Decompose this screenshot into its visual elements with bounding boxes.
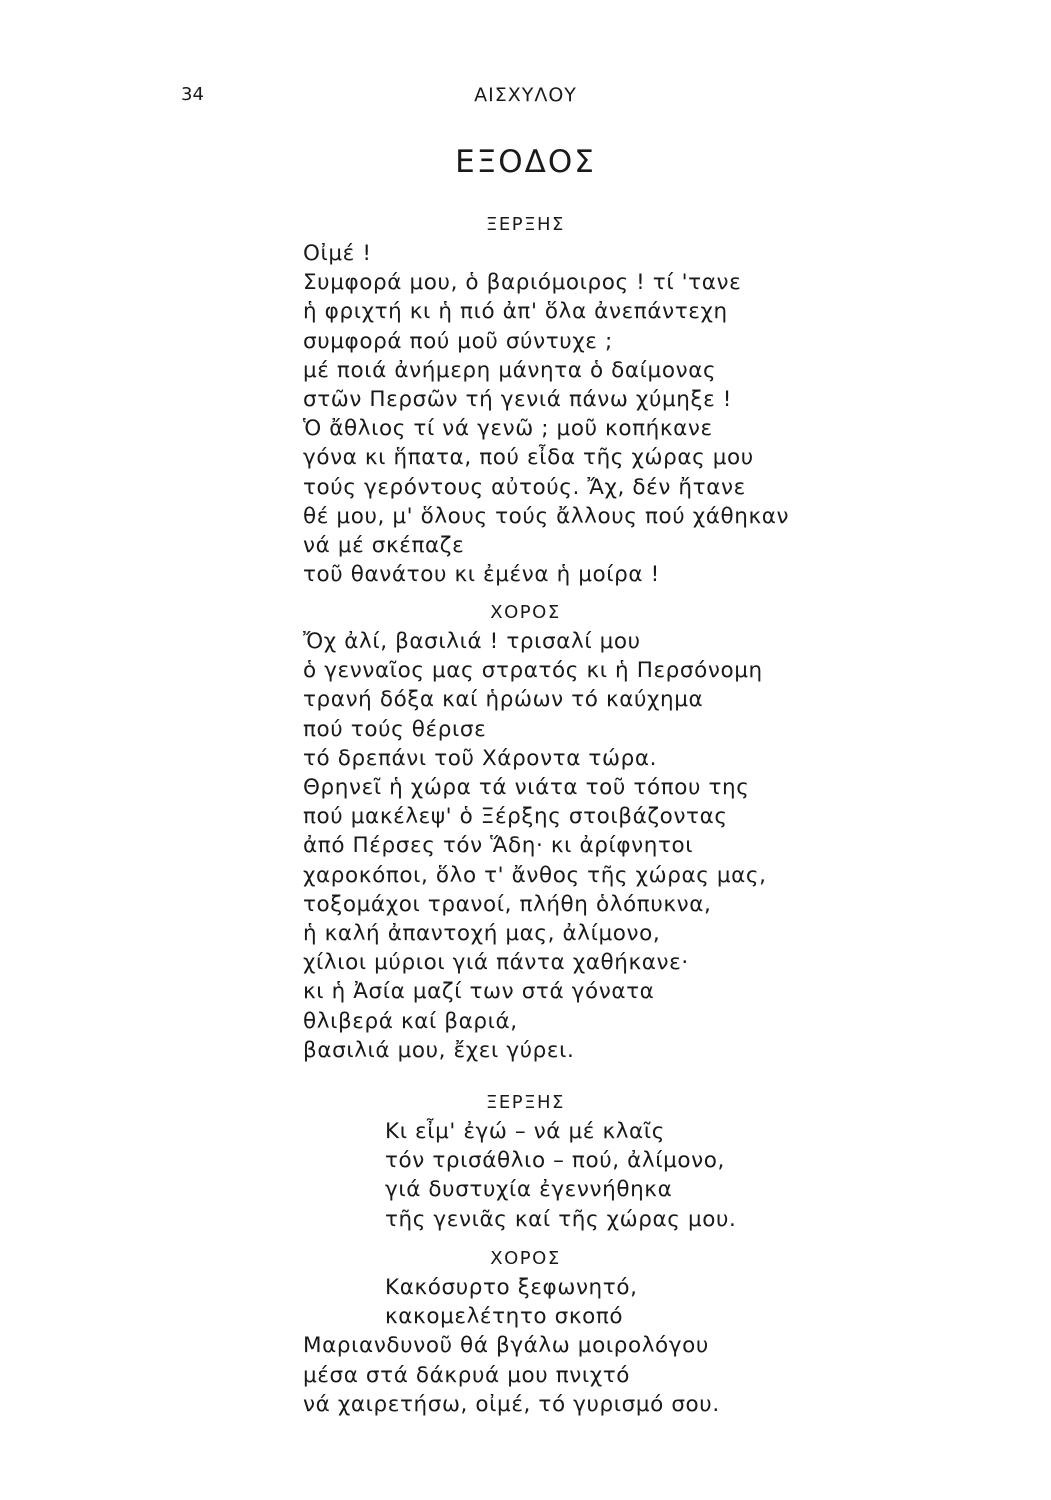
verse-line: τοξομάχοι τρανοί, πλήθη ὁλόπυκνα, xyxy=(303,891,712,917)
verse-line: τρανή δόξα καί ἡρώων τό καύχημα xyxy=(303,687,704,713)
verse-line: Μαριανδυνοῦ θά βγάλω μοιρολόγου xyxy=(303,1333,709,1359)
verse-line: τόν τρισάθλιο – πού, ἀλίμονο, xyxy=(385,1148,725,1174)
running-title: ΑΙΣΧΥΛΟΥ xyxy=(474,84,577,106)
verse-line: πού μακέλεψ' ὁ Ξέρξης στοιβάζοντας xyxy=(303,804,728,830)
verse-line: βασιλιά μου, ἔχει γύρει. xyxy=(303,1037,575,1063)
verse-line: χαροκόποι, ὅλο τ' ἄνθος τῆς χώρας μας, xyxy=(303,862,767,888)
verse-line: Κακόσυρτο ξεφωνητό, xyxy=(385,1275,638,1300)
verse-line: ὁ γενναῖος μας στρατός κι ἡ Περσόνομη xyxy=(303,658,763,684)
verse-line: θέ μου, μ' ὅλους τούς ἄλλους πού χάθηκαν xyxy=(303,503,790,529)
verse-line: ἡ καλή ἀπαντοχή μας, ἀλίμονο, xyxy=(303,921,661,946)
verse-line: νά μέ σκέπαζε xyxy=(303,533,465,558)
verse-line: στῶν Περσῶν τή γενιά πάνω χύμηξε ! xyxy=(303,387,732,412)
verse-line: κι ἡ Ἀσία μαζί των στά γόνατα xyxy=(303,979,655,1005)
verse-line: χίλιοι μύριοι γιά πάντα χαθήκανε· xyxy=(303,950,689,976)
verse-line: τούς γερόντους αὐτούς. Ἄχ, δέν ἤτανε xyxy=(303,474,746,500)
verse-line: τῆς γενιᾶς καί τῆς χώρας μου. xyxy=(385,1206,737,1232)
speaker-name: ΧΟΡΟΣ xyxy=(490,1248,561,1269)
verse-line: μέ ποιά ἀνήμερη μάνητα ὁ δαίμονας xyxy=(303,357,717,383)
verse-line: τό δρεπάνι τοῦ Χάροντα τώρα. xyxy=(303,745,658,771)
verse-line: πού τούς θέρισε xyxy=(303,716,487,742)
speaker-name: ΞΕΡΞΗΣ xyxy=(486,214,565,235)
verse-line: θλιβερά καί βαριά, xyxy=(303,1008,518,1034)
verse-line: Θρηνεῖ ἡ χώρα τά νιάτα τοῦ τόπου της xyxy=(303,775,750,800)
speaker-name: ΞΕΡΞΗΣ xyxy=(486,1092,565,1113)
verse-line: Συμφορά μου, ὁ βαριόμοιρος ! τί 'τανε xyxy=(303,270,742,296)
verse-line: τοῦ θανάτου κι ἐμένα ἡ μοίρα ! xyxy=(303,562,660,588)
verse-line: κακομελέτητο σκοπό xyxy=(385,1304,624,1330)
verse-line: Κι εἶμ' ἐγώ – νά μέ κλαῖς xyxy=(385,1119,665,1144)
verse-line: συμφορά πού μοῦ σύντυχε ; xyxy=(303,328,613,354)
verse-line: Οἰμέ ! xyxy=(303,241,372,266)
verse-line: Ὁ ἄθλιος τί νά γενῶ ; μοῦ κοπήκανε xyxy=(303,416,713,442)
verse-line: μέσα στά δάκρυά μου πνιχτό xyxy=(303,1362,631,1388)
verse-line: γιά δυστυχία ἐγεννήθηκα xyxy=(385,1177,673,1203)
verse-line: ἀπό Πέρσες τόν Ἅδη· κι ἀρίφνητοι xyxy=(303,833,694,859)
verse-line: Ὄχ ἀλί, βασιλιά ! τρισαλί μου xyxy=(303,629,641,654)
verse-line: ἡ φριχτή κι ἡ πιό ἀπ' ὅλα ἀνεπάντεχη xyxy=(303,299,728,325)
section-title: ΕΞΟΔΟΣ xyxy=(455,144,596,180)
speaker-name: ΧΟΡΟΣ xyxy=(490,602,561,623)
verse-line: γόνα κι ἥπατα, πού εἶδα τῆς χώρας μου xyxy=(303,445,754,471)
page-number: 34 xyxy=(181,84,204,105)
verse-line: νά χαιρετήσω, οἰμέ, τό γυρισμό σου. xyxy=(303,1391,720,1417)
